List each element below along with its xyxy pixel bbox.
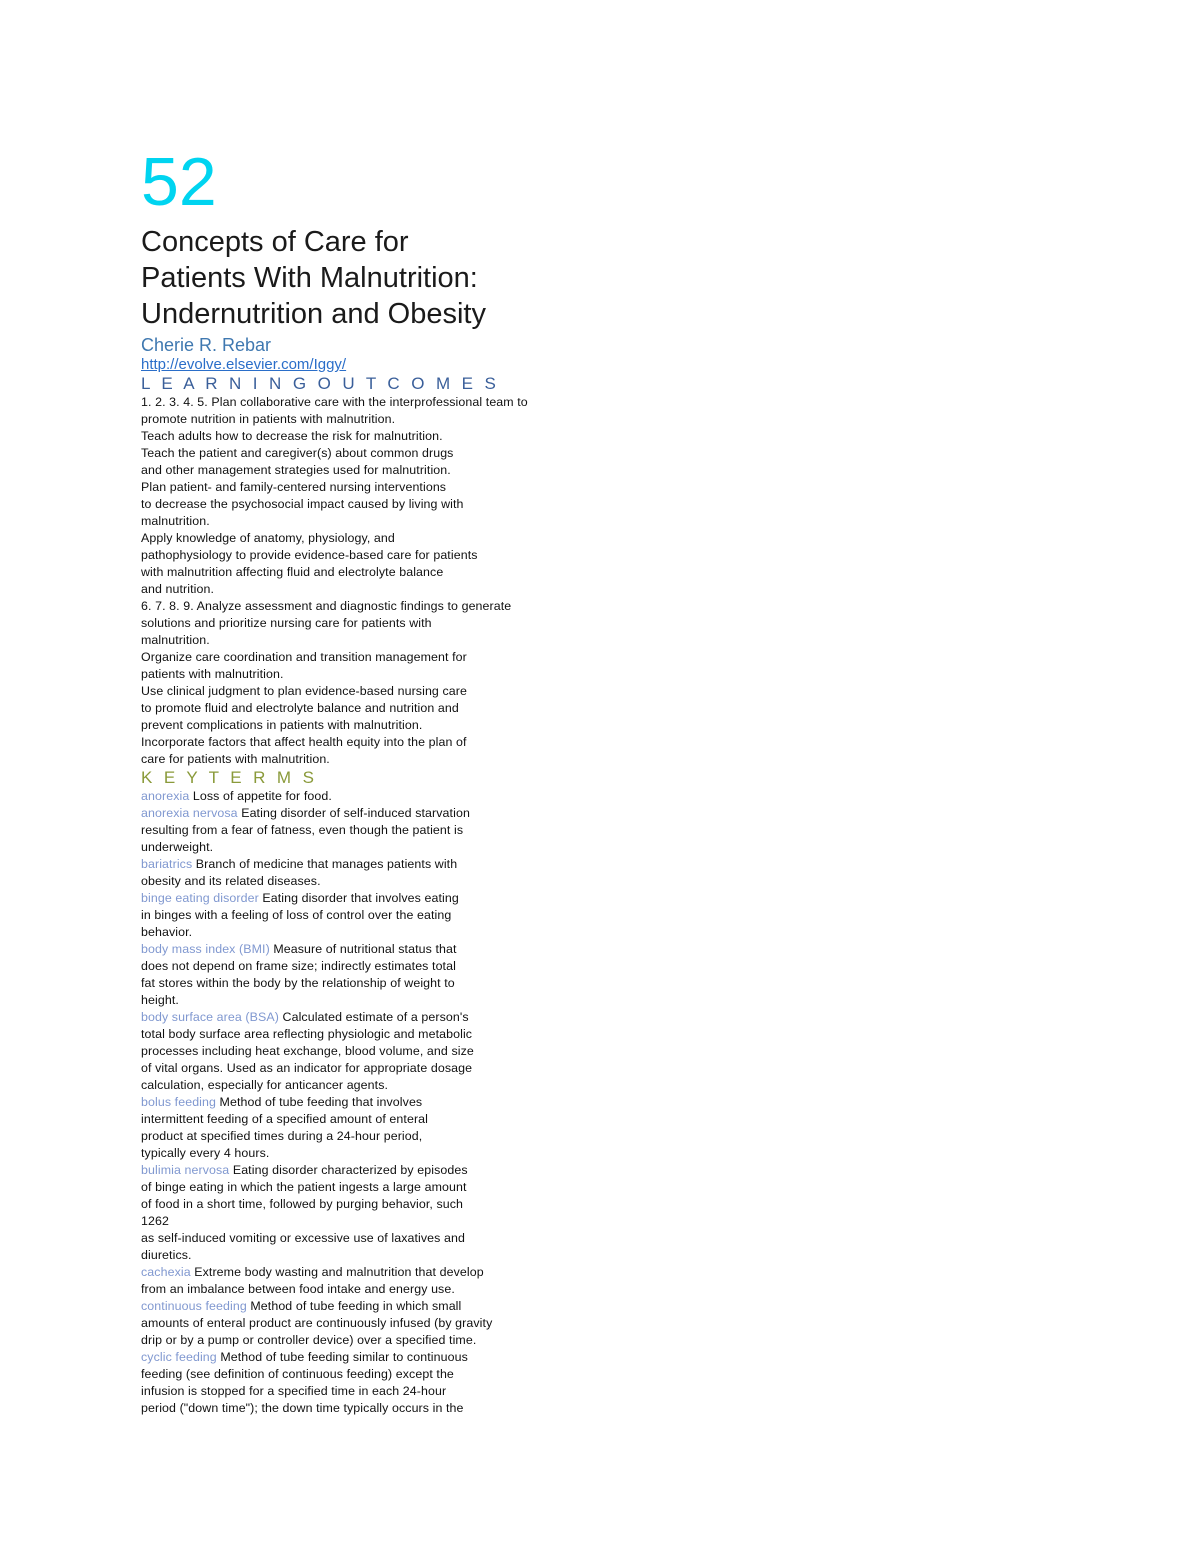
learning-outcome-line: patients with malnutrition. — [141, 667, 284, 681]
key-term-line — [141, 1400, 621, 1417]
chapter-title-line: Undernutrition and Obesity — [141, 298, 486, 330]
key-term-definition: Calculated estimate of a person's — [278, 1010, 469, 1024]
key-terms-heading: K E Y T E R M S — [141, 768, 318, 787]
learning-outcome-line: with malnutrition affecting fluid and electrolyte balance — [141, 565, 444, 579]
key-term-definition: processes including heat exchange, blood volume, and size — [141, 1044, 474, 1058]
learning-outcome-line: to decrease the psychosocial impact caused by living with — [141, 497, 464, 511]
key-term-definition: product at specified times during a 24-hour period, — [141, 1129, 423, 1143]
key-term-definition: does not depend on frame size; indirectly estimates total — [141, 959, 456, 973]
document-page — [141, 140, 621, 1417]
key-term-definition: from an imbalance between food intake and energy use. — [141, 1282, 455, 1296]
learning-outcomes-heading: L E A R N I N G O U T C O M E S — [141, 374, 500, 393]
key-term-line — [141, 1213, 621, 1230]
learning-outcome-line: to promote fluid and electrolyte balance and nutrition and — [141, 701, 459, 715]
key-term-line — [141, 1043, 621, 1060]
key-term-line — [141, 1094, 621, 1111]
key-term-line — [141, 975, 621, 992]
key-term-line — [141, 1111, 621, 1128]
key-term-line — [141, 992, 621, 1009]
chapter-title — [141, 224, 621, 332]
learning-outcome-line: solutions and prioritize nursing care for patients with — [141, 616, 432, 630]
key-term-line — [141, 907, 621, 924]
key-term-line — [141, 1349, 621, 1366]
learning-outcome-line: promote nutrition in patients with malnutrition. — [141, 412, 396, 426]
key-term: bulimia nervosa — [141, 1163, 230, 1177]
key-term-definition: Method of tube feeding in which small — [246, 1299, 462, 1313]
key-term-definition: typically every 4 hours. — [141, 1146, 270, 1160]
key-term: body mass index (BMI) — [141, 942, 270, 956]
key-term-definition: height. — [141, 993, 179, 1007]
key-term-line — [141, 1332, 621, 1349]
key-term: anorexia — [141, 789, 190, 803]
key-term-line — [141, 890, 621, 907]
learning-outcome-line: Incorporate factors that affect health equity into the plan of — [141, 735, 467, 749]
key-term-definition: underweight. — [141, 840, 214, 854]
key-term-definition: of food in a short time, followed by purging behavior, such — [141, 1197, 464, 1211]
key-term-line — [141, 1179, 621, 1196]
key-term-definition: calculation, especially for anticancer agents. — [141, 1078, 389, 1092]
key-term: bariatrics — [141, 857, 193, 871]
learning-outcome-line: Use clinical judgment to plan evidence-based nursing care — [141, 684, 467, 698]
key-term-definition: Eating disorder that involves eating — [258, 891, 459, 905]
key-term-definition: Eating disorder characterized by episodes — [229, 1163, 468, 1177]
key-term-definition: of binge eating in which the patient ingests a large amount — [141, 1180, 467, 1194]
key-term-line — [141, 805, 621, 822]
key-term-line — [141, 1009, 621, 1026]
key-term-definition: Eating disorder of self-induced starvation — [237, 806, 470, 820]
key-term-definition: period ("down time"); the down time typically occurs in the — [141, 1401, 464, 1415]
key-term: continuous feeding — [141, 1299, 247, 1313]
key-term-line — [141, 839, 621, 856]
chapter-title-line: Concepts of Care for — [141, 226, 409, 258]
key-term: cachexia — [141, 1265, 191, 1279]
key-term: binge eating disorder — [141, 891, 259, 905]
learning-outcome-line: and other management strategies used for malnutrition. — [141, 463, 451, 477]
key-term-definition: Method of tube feeding that involves — [216, 1095, 423, 1109]
learning-outcome-line: Teach the patient and caregiver(s) about common drugs — [141, 446, 454, 460]
key-term-definition: drip or by a pump or controller device) over a specified time. — [141, 1333, 477, 1347]
key-term-definition: intermittent feeding of a specified amount of enteral — [141, 1112, 429, 1126]
key-term-definition: total body surface area reflecting physiologic and metabolic — [141, 1027, 473, 1041]
key-term-definition: obesity and its related diseases. — [141, 874, 321, 888]
learning-outcome-line: care for patients with malnutrition. — [141, 752, 330, 766]
key-term-definition: Measure of nutritional status that — [269, 942, 457, 956]
key-term-definition: Method of tube feeding similar to continuous — [216, 1350, 468, 1364]
learning-outcome-line: Apply knowledge of anatomy, physiology, and — [141, 531, 395, 545]
key-term-definition: 1262 — [141, 1214, 169, 1228]
key-term-line — [141, 1264, 621, 1281]
learning-outcome-line: 6. 7. 8. 9. Analyze assessment and diagnostic findings to generate — [141, 599, 512, 613]
learning-outcome-line: malnutrition. — [141, 633, 210, 647]
key-term-definition: infusion is stopped for a specified time in each 24-hour — [141, 1384, 447, 1398]
key-term-line — [141, 924, 621, 941]
key-term-line — [141, 1315, 621, 1332]
key-term-definition: of vital organs. Used as an indicator for appropriate dosage — [141, 1061, 473, 1075]
learning-outcome-line: Plan patient- and family-centered nursing interventions — [141, 480, 447, 494]
key-term-definition: in binges with a feeling of loss of control over the eating — [141, 908, 452, 922]
key-term: cyclic feeding — [141, 1350, 217, 1364]
key-term-line — [141, 941, 621, 958]
chapter-title-line: Patients With Malnutrition: — [141, 262, 478, 294]
key-term-definition: fat stores within the body by the relationship of weight to — [141, 976, 455, 990]
learning-outcome-line: pathophysiology to provide evidence-based care for patients — [141, 548, 478, 562]
key-term-line — [141, 1196, 621, 1213]
author-name: Cherie R. Rebar — [141, 335, 272, 355]
key-term-definition: diuretics. — [141, 1248, 192, 1262]
key-term-definition: feeding (see definition of continuous feeding) except the — [141, 1367, 454, 1381]
learning-outcomes-list — [141, 394, 621, 768]
key-term: body surface area (BSA) — [141, 1010, 279, 1024]
key-term-line — [141, 856, 621, 873]
chapter-number: 52 — [141, 144, 217, 220]
learning-outcome-line: Organize care coordination and transition management for — [141, 650, 467, 664]
key-term: anorexia nervosa — [141, 806, 238, 820]
key-term-line — [141, 1128, 621, 1145]
key-term-line — [141, 1230, 621, 1247]
key-term-line — [141, 1366, 621, 1383]
learning-outcome-line: malnutrition. — [141, 514, 210, 528]
key-term-line — [141, 1281, 621, 1298]
key-term-definition: amounts of enteral product are continuously infused (by gravity — [141, 1316, 493, 1330]
key-term-line — [141, 788, 621, 805]
key-term-line — [141, 1162, 621, 1179]
key-term-line — [141, 1077, 621, 1094]
learning-outcome-line: 1. 2. 3. 4. 5. Plan collaborative care with the interprofessional team to — [141, 395, 528, 409]
key-term-definition: Branch of medicine that manages patients with — [192, 857, 458, 871]
key-term-definition: behavior. — [141, 925, 193, 939]
key-term-definition: Extreme body wasting and malnutrition that develop — [190, 1265, 484, 1279]
key-term-line — [141, 873, 621, 890]
key-term-definition: resulting from a fear of fatness, even though the patient is — [141, 823, 464, 837]
key-term-line — [141, 1026, 621, 1043]
learning-outcome-line: prevent complications in patients with malnutrition. — [141, 718, 423, 732]
key-term-line — [141, 1145, 621, 1162]
key-term-line — [141, 1298, 621, 1315]
key-term-definition: Loss of appetite for food. — [189, 789, 332, 803]
key-term-definition: as self-induced vomiting or excessive use of laxatives and — [141, 1231, 465, 1245]
key-term-line — [141, 822, 621, 839]
evolve-link[interactable]: http://evolve.elsevier.com/Iggy/ — [141, 356, 347, 373]
key-term-line — [141, 1247, 621, 1264]
learning-outcome-line: and nutrition. — [141, 582, 215, 596]
key-term-line — [141, 958, 621, 975]
key-term: bolus feeding — [141, 1095, 217, 1109]
learning-outcome-line: Teach adults how to decrease the risk for malnutrition. — [141, 429, 443, 443]
key-term-line — [141, 1060, 621, 1077]
key-terms-list — [141, 788, 621, 1417]
key-term-line — [141, 1383, 621, 1400]
